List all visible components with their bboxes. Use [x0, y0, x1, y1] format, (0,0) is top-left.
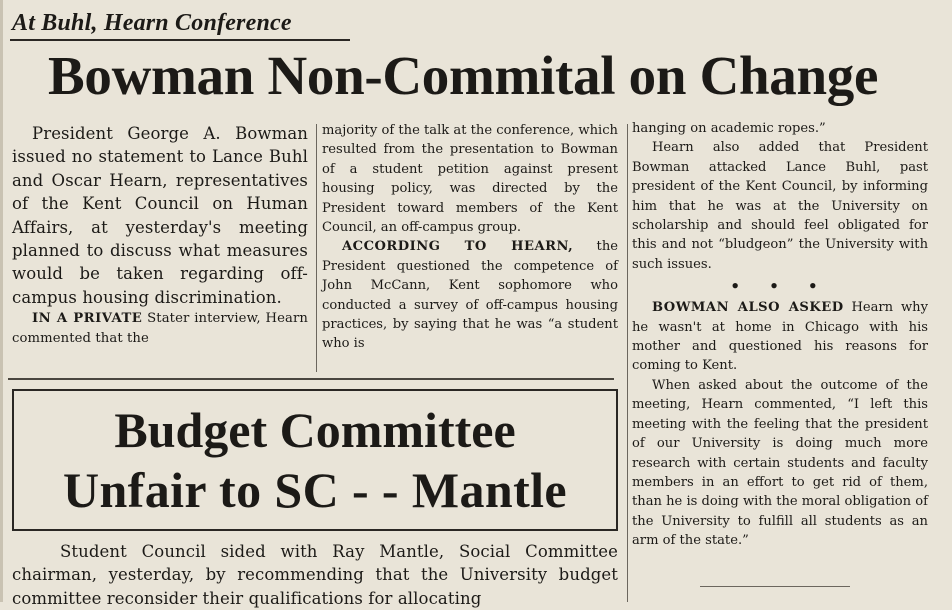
article2-body [12, 540, 618, 610]
column-end-rule [700, 586, 850, 587]
article1-col1-para2 [12, 309, 308, 348]
article1-col3-para3 [632, 298, 928, 376]
column-divider-1 [316, 124, 317, 372]
article1-column-1 [12, 122, 308, 348]
article1-col1-para1: President George A. Bowman issued no statement to Lance Buhl and Oscar Hearn, representatives of the Kent Council on Human Affairs, at yesterday's meeting planned to discuss what measures would be taken regarding off-campus housing discrimination. [12, 124, 308, 307]
kicker-underline [10, 39, 350, 41]
section-separator: • • • [730, 277, 830, 296]
article1-col1-para2-text: Stater interview, Hearn commented that the [12, 311, 308, 346]
article1-col3-para3-lead: BOWMAN ALSO ASKED [652, 300, 844, 316]
article1-col3-para4: When asked about the outcome of the meeting, Hearn commented, “I left this meeting with the feeling that the president of our University is doing much more research with certain students and faculty members in an effort to get rid of them, than he is doing with the moral obligation of the University to fulfill all students as an arm of the state.” [632, 377, 928, 549]
article1-column-2 [322, 121, 618, 354]
kicker: At Buhl, Hearn Conference [12, 10, 292, 36]
article2-headline [12, 400, 618, 520]
headline: Bowman Non-Commital on Change [48, 45, 879, 106]
article1-col1-para2-lead: IN A PRIVATE [32, 311, 143, 327]
article1-column-3 [632, 119, 928, 551]
column-divider-2 [627, 124, 628, 602]
article2-headline-line2: Unfair to SC - - Mantle [62, 462, 568, 518]
article1-col3-para2: Hearn also added that President Bowman attacked Lance Buhl, past president of the Kent Council, by informing him that he was at the University on scholarship and should feel obligated for this and not “bludgeon” the University with such issues. [632, 140, 928, 272]
article1-col3-para3-text: Hearn why he wasn't at home in Chicago with his mother and questioned his reasons for coming to Kent. [632, 300, 928, 374]
page-edge-shadow [0, 0, 3, 602]
article2-headline-line1: Budget Committee [114, 402, 516, 458]
article1-col2-para2-lead: ACCORDING TO HEARN, [342, 239, 574, 255]
article1-col2-para1: majority of the talk at the conference, which resulted from the presentation to Bowman of a student petition against present housing policy, was directed by the President toward members of the Kent Council, an off-campus group. [322, 123, 618, 236]
article1-col2-para2 [322, 237, 618, 353]
article-divider-rule [8, 378, 614, 380]
article1-col3-para1: hanging on academic ropes.” [632, 121, 826, 136]
article1-col2-para2-text: the President questioned the competence of John McCann, Kent sophomore who conducted a survey of off-campus housing practices, by saying that he was “a student who is [322, 239, 618, 352]
article2-body-para1: Student Council sided with Ray Mantle, Social Committee chairman, yesterday, by recommending that the University budget committee reconsider their qualifications for allocating [12, 542, 618, 608]
